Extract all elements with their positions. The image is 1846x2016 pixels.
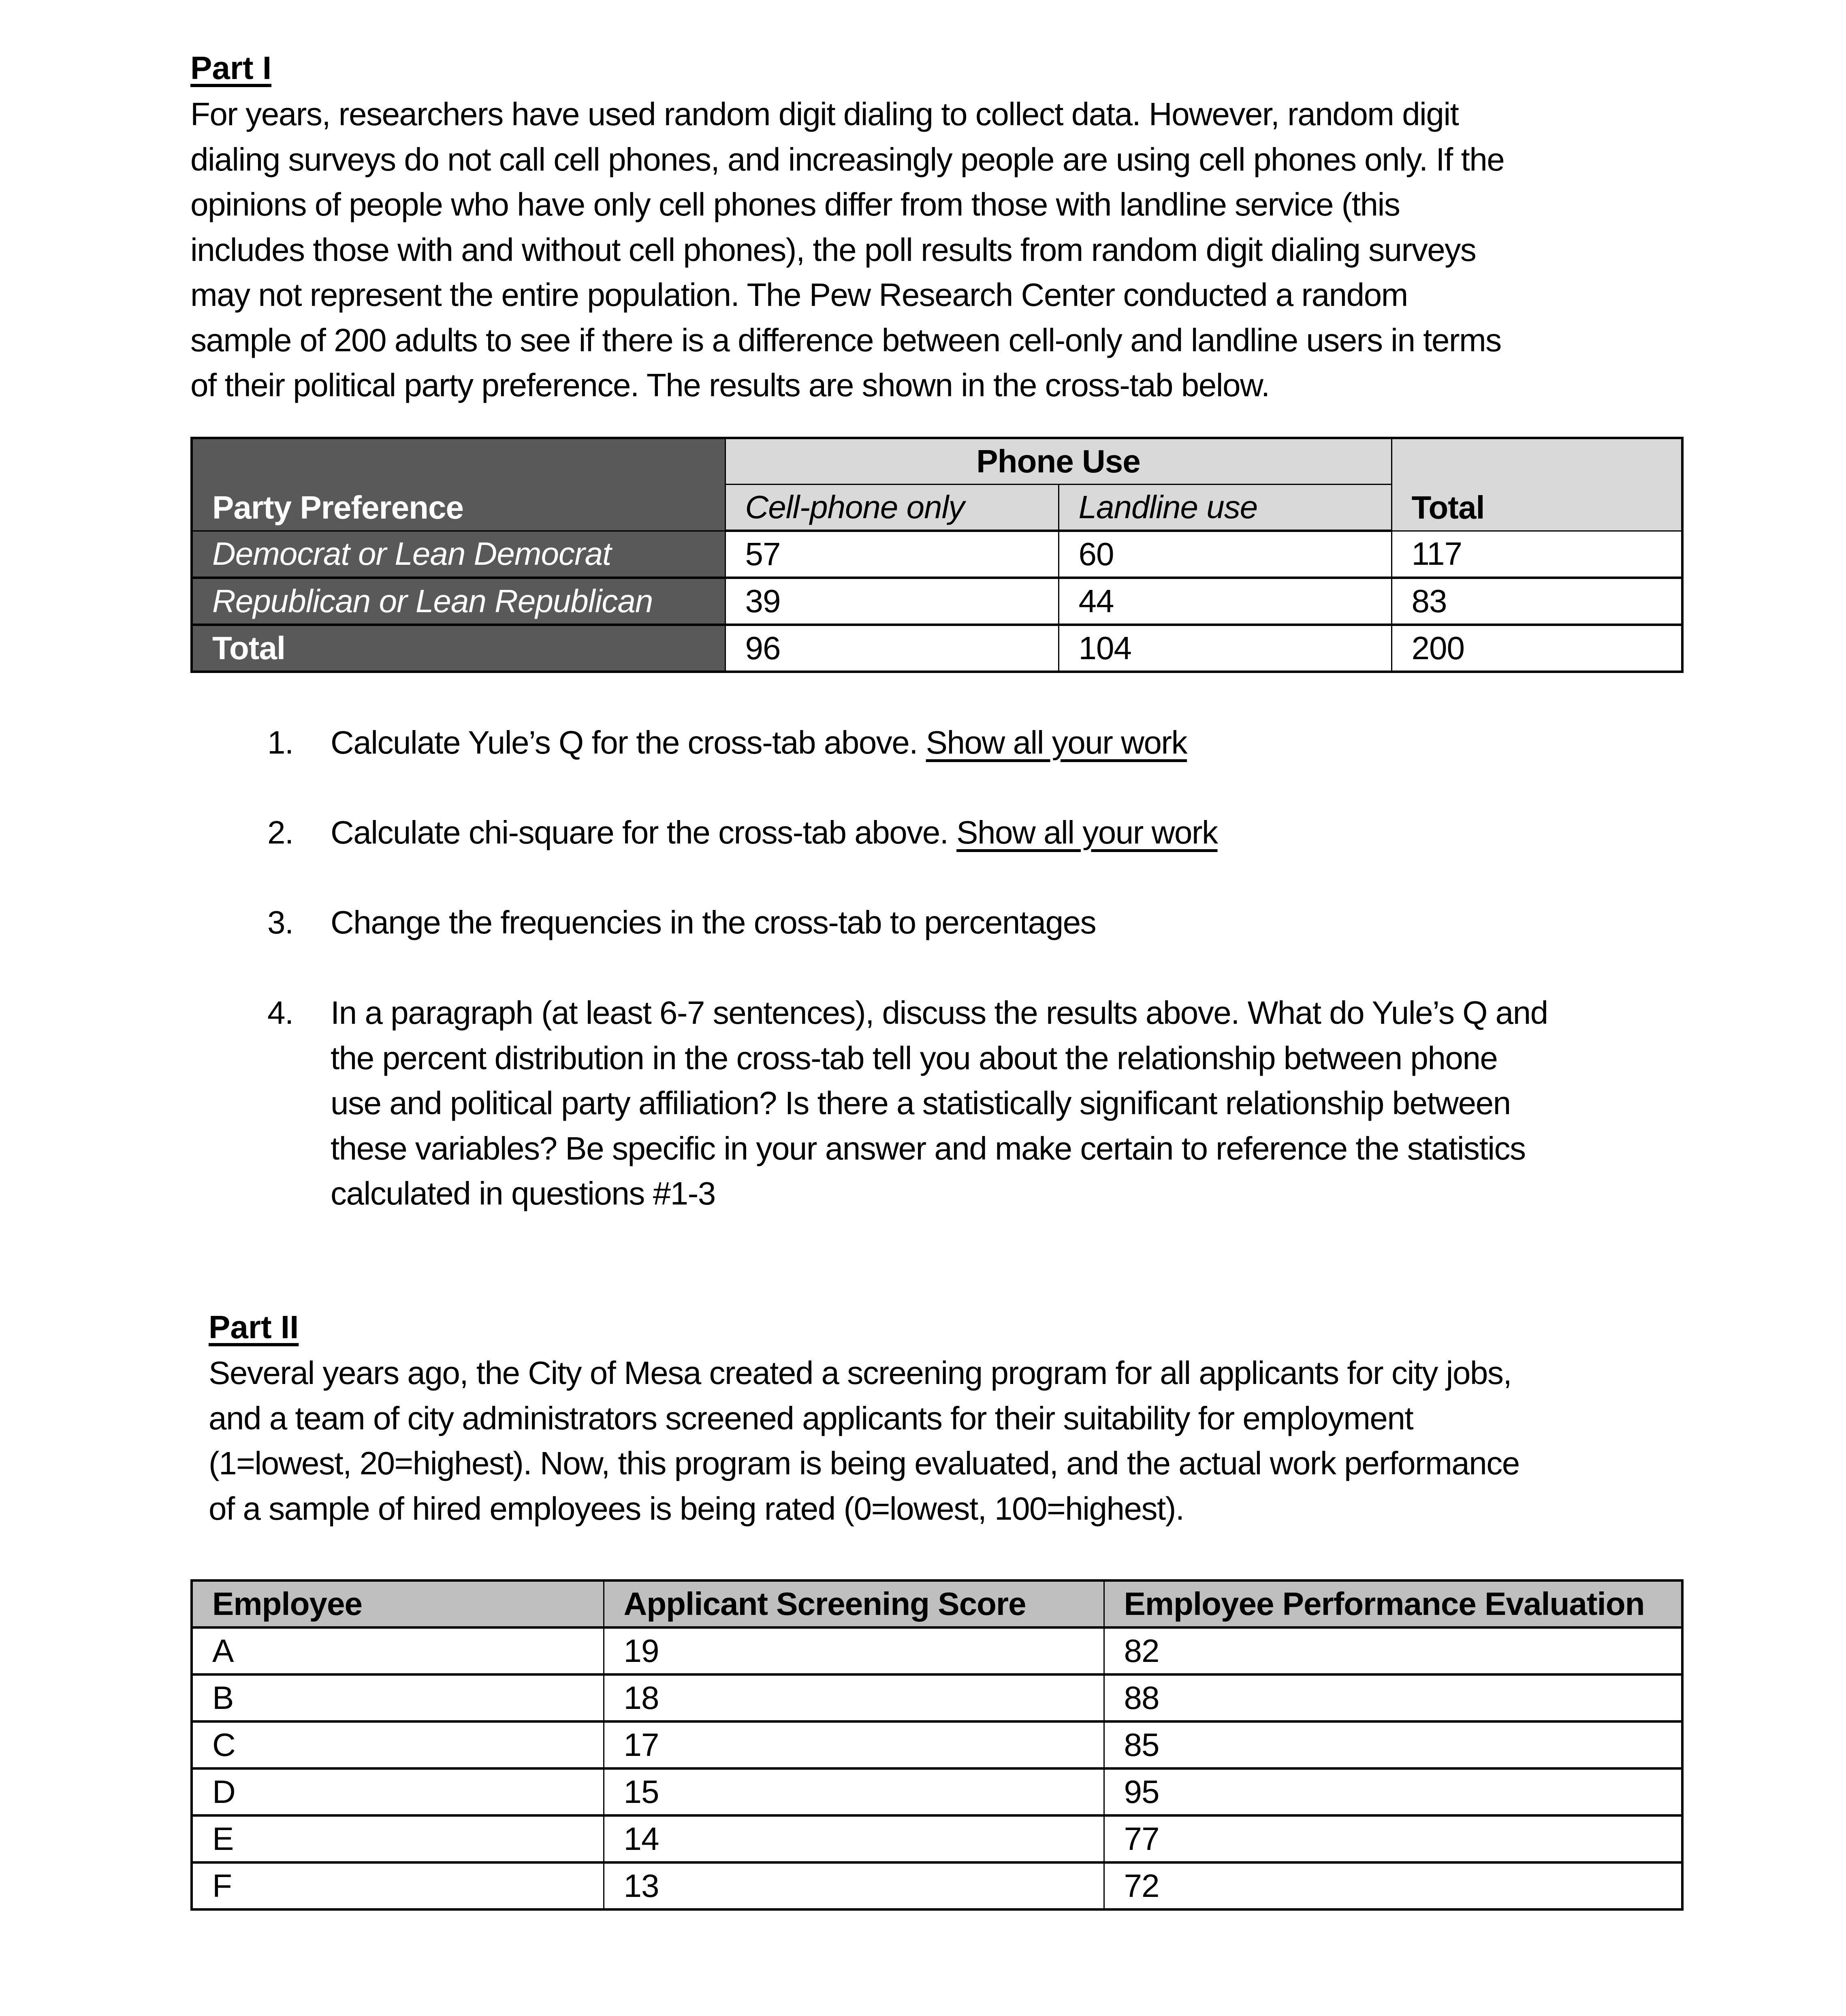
crosstab-table — [190, 437, 1684, 673]
question-text: Calculate chi-square for the cross-tab above. — [331, 814, 957, 850]
col-header-cell-only: Cell-phone only — [725, 485, 1059, 531]
cell-score: 17 — [604, 1721, 1104, 1768]
cell-score: 19 — [604, 1627, 1104, 1674]
cell-performance: 85 — [1104, 1721, 1682, 1768]
row-label-total: Total — [192, 625, 725, 672]
table-row — [192, 1627, 1682, 1674]
cell-employee: E — [192, 1815, 604, 1862]
cell-performance: 72 — [1104, 1862, 1682, 1909]
cell-score: 13 — [604, 1862, 1104, 1909]
table-row — [192, 1862, 1682, 1909]
paragraph-line: dialing surveys do not call cell phones, and increasingly people are using cell phones only. If the — [190, 141, 1505, 177]
cell-employee: C — [192, 1721, 604, 1768]
cell: 104 — [1059, 625, 1391, 672]
part2-heading: Part II — [209, 1309, 299, 1345]
paragraph-line: (1=lowest, 20=highest). Now, this program is being evaluated, and the actual work performance — [209, 1445, 1519, 1481]
question-text-line: the percent distribution in the cross-tab tell you about the relationship between phone — [331, 1040, 1498, 1076]
cell-performance: 77 — [1104, 1815, 1682, 1862]
question-text-line: calculated in questions #1-3 — [331, 1175, 715, 1211]
cell-performance: 82 — [1104, 1627, 1682, 1674]
part1-paragraph — [190, 92, 1504, 408]
part2-paragraph — [209, 1350, 1519, 1531]
question-text-line: these variables? Be specific in your answer and make certain to reference the statistics — [331, 1130, 1526, 1166]
col-header-landline: Landline use — [1059, 485, 1391, 531]
cell-employee: A — [192, 1627, 604, 1674]
total-header: Total — [1391, 438, 1682, 531]
question-text: Change the frequencies in the cross-tab to percentages — [331, 904, 1096, 940]
col-header-performance: Employee Performance Evaluation — [1104, 1580, 1682, 1627]
cell: 57 — [725, 531, 1059, 578]
cell-total: 83 — [1391, 578, 1682, 625]
show-work-instruction: Show all your work — [956, 814, 1218, 850]
table-row — [192, 578, 1682, 625]
question-number: 3. — [267, 904, 293, 940]
paragraph-line: of a sample of hired employees is being rated (0=lowest, 100=highest). — [209, 1490, 1184, 1527]
paragraph-line: of their political party preference. The results are shown in the cross-tab below. — [190, 367, 1270, 403]
question-text: Calculate Yule’s Q for the cross-tab above. — [331, 724, 926, 760]
paragraph-line: opinions of people who have only cell phones differ from those with landline service (this — [190, 186, 1400, 222]
cell-performance: 95 — [1104, 1768, 1682, 1815]
col-header-employee: Employee — [192, 1580, 604, 1627]
paragraph-line: and a team of city administrators screened applicants for their suitability for employment — [209, 1400, 1413, 1436]
cell: 60 — [1059, 531, 1391, 578]
paragraph-line: includes those with and without cell phones), the poll results from random digit dialing surveys — [190, 231, 1476, 268]
paragraph-line: may not represent the entire population. The Pew Research Center conducted a random — [190, 277, 1408, 313]
cell-total: 117 — [1391, 531, 1682, 578]
cell-score: 18 — [604, 1674, 1104, 1721]
table-row — [192, 531, 1682, 578]
table-row — [192, 1721, 1682, 1768]
table-header-row — [192, 1580, 1682, 1627]
table-row — [192, 1768, 1682, 1815]
cell: 96 — [725, 625, 1059, 672]
col-header-screening-score: Applicant Screening Score — [604, 1580, 1104, 1627]
row-header-party-preference: Party Preference — [192, 438, 725, 531]
cell-employee: F — [192, 1862, 604, 1909]
paragraph-line: Several years ago, the City of Mesa created a screening program for all applicants for city jobs, — [209, 1355, 1512, 1391]
table-row — [192, 1674, 1682, 1721]
cell-total: 200 — [1391, 625, 1682, 672]
question-number: 1. — [267, 724, 293, 760]
cell: 39 — [725, 578, 1059, 625]
paragraph-line: For years, researchers have used random digit dialing to collect data. However, random digit — [190, 96, 1459, 132]
table-row — [192, 625, 1682, 672]
cell-score: 14 — [604, 1815, 1104, 1862]
question-number: 4. — [267, 995, 293, 1031]
part1-heading: Part I — [190, 50, 272, 86]
cell-score: 15 — [604, 1768, 1104, 1815]
show-work-instruction: Show all your work — [926, 724, 1187, 760]
question-text-line: In a paragraph (at least 6-7 sentences), discuss the results above. What do Yule’s Q and — [331, 995, 1548, 1031]
question-number: 2. — [267, 814, 293, 850]
cell-performance: 88 — [1104, 1674, 1682, 1721]
employee-table — [190, 1579, 1684, 1911]
row-label: Democrat or Lean Democrat — [192, 531, 725, 578]
paragraph-line: sample of 200 adults to see if there is a difference between cell-only and landline users in terms — [190, 322, 1501, 358]
cell: 44 — [1059, 578, 1391, 625]
cell-employee: D — [192, 1768, 604, 1815]
cell-employee: B — [192, 1674, 604, 1721]
row-label: Republican or Lean Republican — [192, 578, 725, 625]
question-text-line: use and political party affiliation? Is there a statistically significant relationship between — [331, 1085, 1511, 1121]
group-header-phone-use: Phone Use — [725, 438, 1391, 485]
table-row — [192, 1815, 1682, 1862]
